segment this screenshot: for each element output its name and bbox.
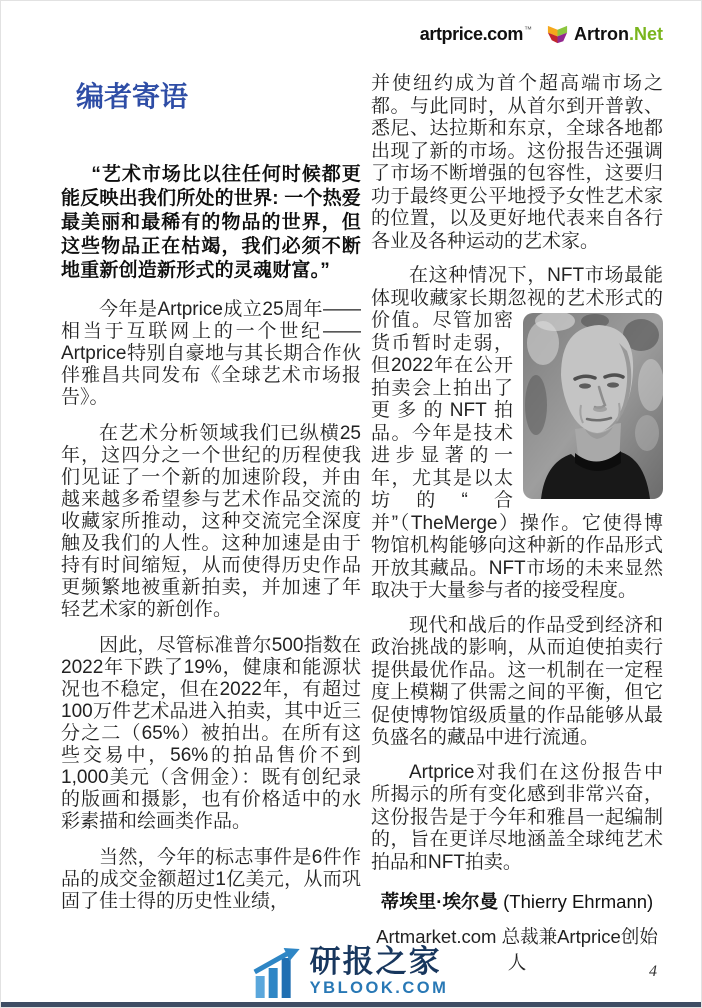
watermark-text-block — [310, 946, 449, 998]
two-column-layout — [61, 1, 663, 979]
paragraph-right-1: 并使纽约成为首个超高端市场之都。与此同时，从首尔到开普敦、悉尼、达拉斯和东京，全球各地都出现了新的市场。这份报告还强调了市场不断增强的包容性，这要归功于最终更公平地授予女性艺术家的位置，以及更好地代表来自各行各业及各种运动的艺术家。 — [371, 73, 663, 252]
signature-name-english: (Thierry Ehrmann) — [497, 891, 654, 912]
page-title: 编者寄语 — [76, 81, 189, 112]
left-column — [61, 1, 361, 975]
paragraph-right-2 — [371, 265, 663, 603]
paragraph-right-2-after-photo: 的价值。尽管加密货币暂时走弱，但2022年在公开拍卖会上拍出了更多的NFT拍品。今年是技术进步显著的一年，尤其是以太坊的“合并”（TheMerge）操作。它使得博物馆机构能够向这种新的作品形式开放其藏品。NFT市场的未来显然取决于大量参与者的接受程度。 — [371, 287, 663, 601]
thierry-ehrmann-portrait-photo — [523, 313, 663, 499]
paragraph-right-4: Artprice对我们在这份报告中所揭示的所有变化感到非常兴奋，这份报告是于今年和雅昌一起编制的，旨在更详尽地涵盖全球纯艺术拍品和NFT拍卖。 — [371, 761, 663, 873]
watermark-site-url: YBLOOK.COM — [309, 979, 449, 997]
yblook-watermark — [254, 946, 449, 998]
signature-name — [371, 888, 663, 914]
watermark-name: 研报之家 — [309, 944, 442, 979]
artprice-trademark: ™ — [523, 25, 532, 34]
page-number: 4 — [649, 963, 657, 980]
artron-logo-text: Artron — [573, 24, 629, 44]
artron-net-text: .Net — [628, 24, 663, 44]
paragraph-right-3: 现代和战后的作品受到经济和政治挑战的影响，从而迫使拍卖行提供最优作品。这一机制在一定程度上模糊了供需之间的平衡，但它促使博物馆级质量的作品能够从最负盛名的藏品中进行流通。 — [371, 614, 663, 748]
editor-quote: “艺术市场比以往任何时候都更能反映出我们所处的世界: 一个热爱最美丽和最稀有的物品的世界，但这些物品正在枯竭，我们必须不断地重新创造新形式的灵魂财富。” — [61, 164, 362, 281]
artprice-logo-text: artprice.com — [419, 24, 523, 44]
signature-title: Artmarket.com 总裁兼Artprice创始人 — [376, 926, 658, 973]
growth-chart-icon — [254, 948, 301, 998]
footer-band — [1, 1002, 701, 1007]
signature-name-chinese: 蒂埃里·埃尔曼 — [380, 891, 498, 912]
paragraph-left-3: 因此，尽管标准普尔500指数在2022年下跌了19%，健康和能源状况也不稳定，但在2022年，有超过100万件艺术品进入拍卖，其中近三分之二（65%）被拍出。在所有这些交易中，56%的拍品售价不到1,000美元（含佣金）：既有创纪录的版画和摄影，也有价格适中的水彩素描和绘画类作品。 — [61, 635, 361, 832]
paragraph-left-1: 今年是Artprice成立25周年——相当于互联网上的一个世纪——Artprice特别自豪地与其长期合作伙伴雅昌共同发布《全球艺术市场报告》。 — [61, 299, 361, 408]
paragraph-left-4: 当然，今年的标志事件是6件作品的成交金额超过1亿美元，从而巩固了佳士得的历史性业绩， — [61, 847, 361, 912]
paragraph-right-2-before-photo: 在这种情况下，NFT市场最能体现收藏家长期忽视的艺术形式 — [371, 265, 663, 309]
right-column — [371, 1, 663, 975]
paragraph-left-2: 在艺术分析领域我们已纵横25年，这四分之一个世纪的历程使我们见证了一个新的加速阶段，并由越来越多希望参与艺术作品交流的收藏家所推动，这种交流完全深度触及我们的人性。这种加速是由于持有时间缩短，从而使得历史作品更频繁地被重新拍卖，并加速了年轻艺术家的新创作。 — [61, 423, 361, 620]
